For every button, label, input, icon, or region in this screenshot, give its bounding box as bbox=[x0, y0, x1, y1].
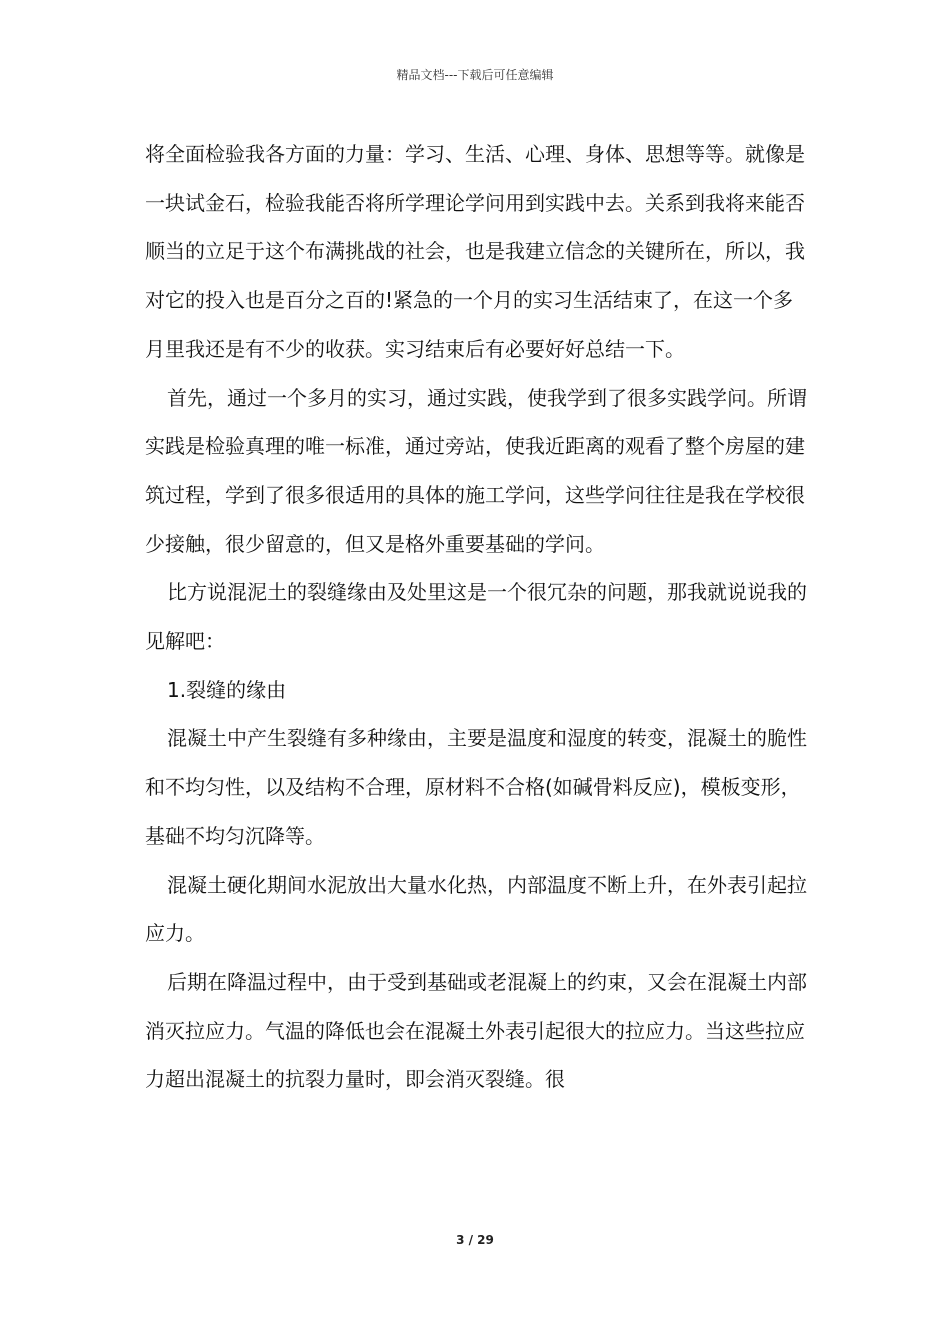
paragraph-2: 首先，通过一个多月的实习，通过实践，使我学到了很多实践学问。所谓实践是检验真理的唯一标准，通过旁站，使我近距离的观看了整个房屋的建筑过程，学到了很多很适用的具体的施工学问，这些学问往往是我在学校很少接触，很少留意的，但又是格外重要基础的学问。 bbox=[145, 385, 807, 556]
document-body bbox=[145, 130, 813, 1104]
page-header: 精品文档---下载后可任意编辑 bbox=[396, 68, 554, 82]
paragraph-3: 比方说混泥土的裂缝缘由及处里这是一个很冗杂的问题，那我就说说我的见解吧： bbox=[145, 580, 807, 654]
paragraph-6: 后期在降温过程中，由于受到基础或老混凝上的约束，又会在混凝土内部消灭拉应力。气温的降低也会在混凝土外表引起很大的拉应力。当这些拉应力超出混凝土的抗裂力量时，即会消灭裂缝。很 bbox=[145, 969, 807, 1092]
page-number: 3 / 29 bbox=[456, 1233, 494, 1247]
paragraph-1: 将全面检验我各方面的力量：学习、生活、心理、身体、思想等等。就像是一块试金石，检验我能否将所学理论学问用到实践中去。关系到我将来能否顺当的立足于这个布满挑战的社会，也是我建立信念的关键所在，所以，我对它的投入也是百分之百的!紧急的一个月的实习生活结束了，在这一个多月里我还是有不少的收获。实习结束后有必要好好总结一下。 bbox=[145, 142, 805, 361]
paragraph-4: 混凝土中产生裂缝有多种缘由，主要是温度和湿度的转变，混凝土的脆性和不均匀性，以及结构不合理，原材料不合格(如碱骨料反应)，模板变形，基础不均匀沉降等。 bbox=[145, 726, 807, 848]
section-heading: 1.裂缝的缘由 bbox=[167, 677, 287, 702]
paragraph-5: 混凝土硬化期间水泥放出大量水化热，内部温度不断上升，在外表引起拉应力。 bbox=[145, 872, 807, 946]
